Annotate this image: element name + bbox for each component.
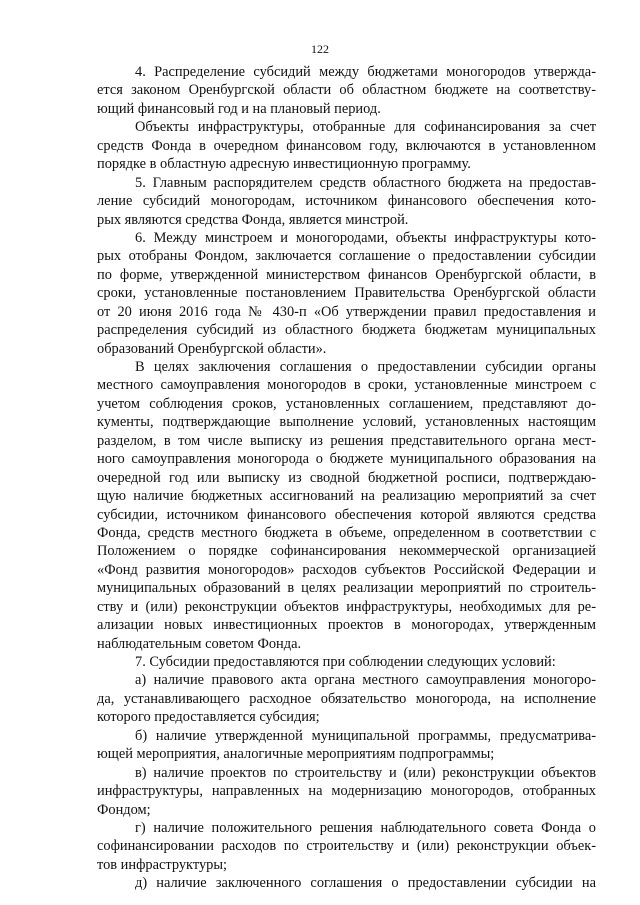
text-line: образований Оренбургской области». <box>97 340 327 357</box>
text-line: инфраструктуры, направленных на модернизацию моногородов, отобранных <box>97 783 596 800</box>
text-line: ализации новых инвестиционных проектов в моногородах, утвержденным <box>97 617 596 634</box>
paragraph-p5 <box>97 174 596 229</box>
text-line: щую наличие бюджетных ассигнований на реализацию мероприятий за счет <box>97 488 596 505</box>
text-line: рых являются средства Фонда, является минстрой. <box>97 211 409 228</box>
text-line: 5. Главным распорядителем средств областного бюджета на предостав- <box>135 174 596 191</box>
text-line: очередной год или выписку из сводной бюджетной росписи, подтверждаю- <box>97 469 596 486</box>
page-number: 122 <box>311 42 329 56</box>
text-line: распределения субсидий из областного бюджета бюджетам муниципальных <box>97 322 596 339</box>
text-line: ление субсидий моногородам, источником финансового обеспечения кото- <box>97 193 596 210</box>
paragraph-p6b <box>97 358 596 653</box>
text-line: Положением о порядке софинансирования некоммерческой организацией <box>97 543 596 560</box>
text-line: рых отобраны Фондом, заключается соглашение о предоставлении субсидии <box>97 248 596 265</box>
text-line: да, устанавливающего расходное обязательство моногорода, на исполнение <box>97 690 596 707</box>
text-line: г) наличие положительного решения наблюдательного совета Фонда о <box>135 819 596 836</box>
text-line: б) наличие утвержденной муниципальной программы, предусматрива- <box>135 727 596 744</box>
text-line: Объекты инфраструктуры, отобранные для софинансирования за счет <box>135 119 596 136</box>
text-line: наблюдательным советом Фонда. <box>97 635 302 652</box>
text-line: по форме, утвержденной министерством финансов Оренбургской области, в <box>97 266 596 283</box>
text-line: муниципальных образований в целях реализации мероприятий по строитель- <box>97 580 596 597</box>
text-line: ющий финансовый год и на плановый период. <box>97 100 381 117</box>
paragraph-p7d <box>97 819 596 874</box>
text-line: 6. Между минстроем и моногородами, объекты инфраструктуры кото- <box>135 229 596 246</box>
text-line: учетом соблюдения сроков, установленных соглашением, представляют до- <box>97 395 596 412</box>
document-body <box>97 63 596 893</box>
text-line: субсидии, источником финансового обеспечения которой являются средства <box>97 506 596 523</box>
text-line: разделом, в том числе выписку из решения представительного органа мест- <box>97 432 596 449</box>
text-line: которого предоставляется субсидия; <box>97 709 320 726</box>
text-line: кументы, подтверждающие выполнение условий, установленных настоящим <box>97 414 596 431</box>
text-line: а) наличие правового акта органа местного самоуправления моногоро- <box>135 672 596 689</box>
text-line: «Фонд развития моногородов» расходов субъектов Российской Федерации и <box>97 561 596 578</box>
text-line: в) наличие проектов по строительству и (или) реконструкции объектов <box>135 764 596 781</box>
paragraph-p7 <box>97 653 596 671</box>
text-line: ющей мероприятия, аналогичные мероприятиям подпрограммы; <box>97 746 495 763</box>
text-line: средств Фонда в очередном финансовом году, включаются в установленном <box>97 137 596 154</box>
paragraph-p4b <box>97 118 596 173</box>
text-line: софинансировании расходов по строительству и (или) реконструкции объек- <box>97 838 596 855</box>
text-line: ется законом Оренбургской области об областном бюджете на соответству- <box>97 82 596 99</box>
paragraph-p7e <box>97 874 596 892</box>
text-line: местного самоуправления моногородов в сроки, установленные минстроем с <box>97 377 596 394</box>
text-line: д) наличие заключенного соглашения о предоставлении субсидии на <box>135 875 596 892</box>
text-line: порядке в областную адресную инвестиционную программу. <box>97 156 471 173</box>
paragraph-p7a <box>97 671 596 726</box>
text-line: 4. Распределение субсидий между бюджетами моногородов утвержда- <box>135 64 596 80</box>
text-line: Фондом; <box>97 801 151 818</box>
text-line: ству и (или) реконструкции объектов инфраструктуры, необходимых для ре- <box>97 598 596 615</box>
text-line: В целях заключения соглашения о предоставлении субсидии органы <box>135 359 596 375</box>
text-line: тов инфраструктуры; <box>97 856 228 873</box>
text-line: от 20 июня 2016 года № 430-п «Об утверждении правил предоставления и <box>97 303 596 320</box>
text-line: Фонда, средств местного бюджета в объеме, определенном в соответствии с <box>97 524 596 541</box>
paragraph-p4 <box>97 63 596 118</box>
text-line: 7. Субсидии предоставляются при соблюдении следующих условий: <box>135 654 556 670</box>
text-line: сроки, установленные постановлением Правительства Оренбургской области <box>97 285 596 302</box>
paragraph-p7c <box>97 764 596 819</box>
paragraph-p6 <box>97 229 596 358</box>
paragraph-p7b <box>97 727 596 764</box>
text-line: ного самоуправления моногорода о бюджете муниципального образования на <box>97 451 596 468</box>
